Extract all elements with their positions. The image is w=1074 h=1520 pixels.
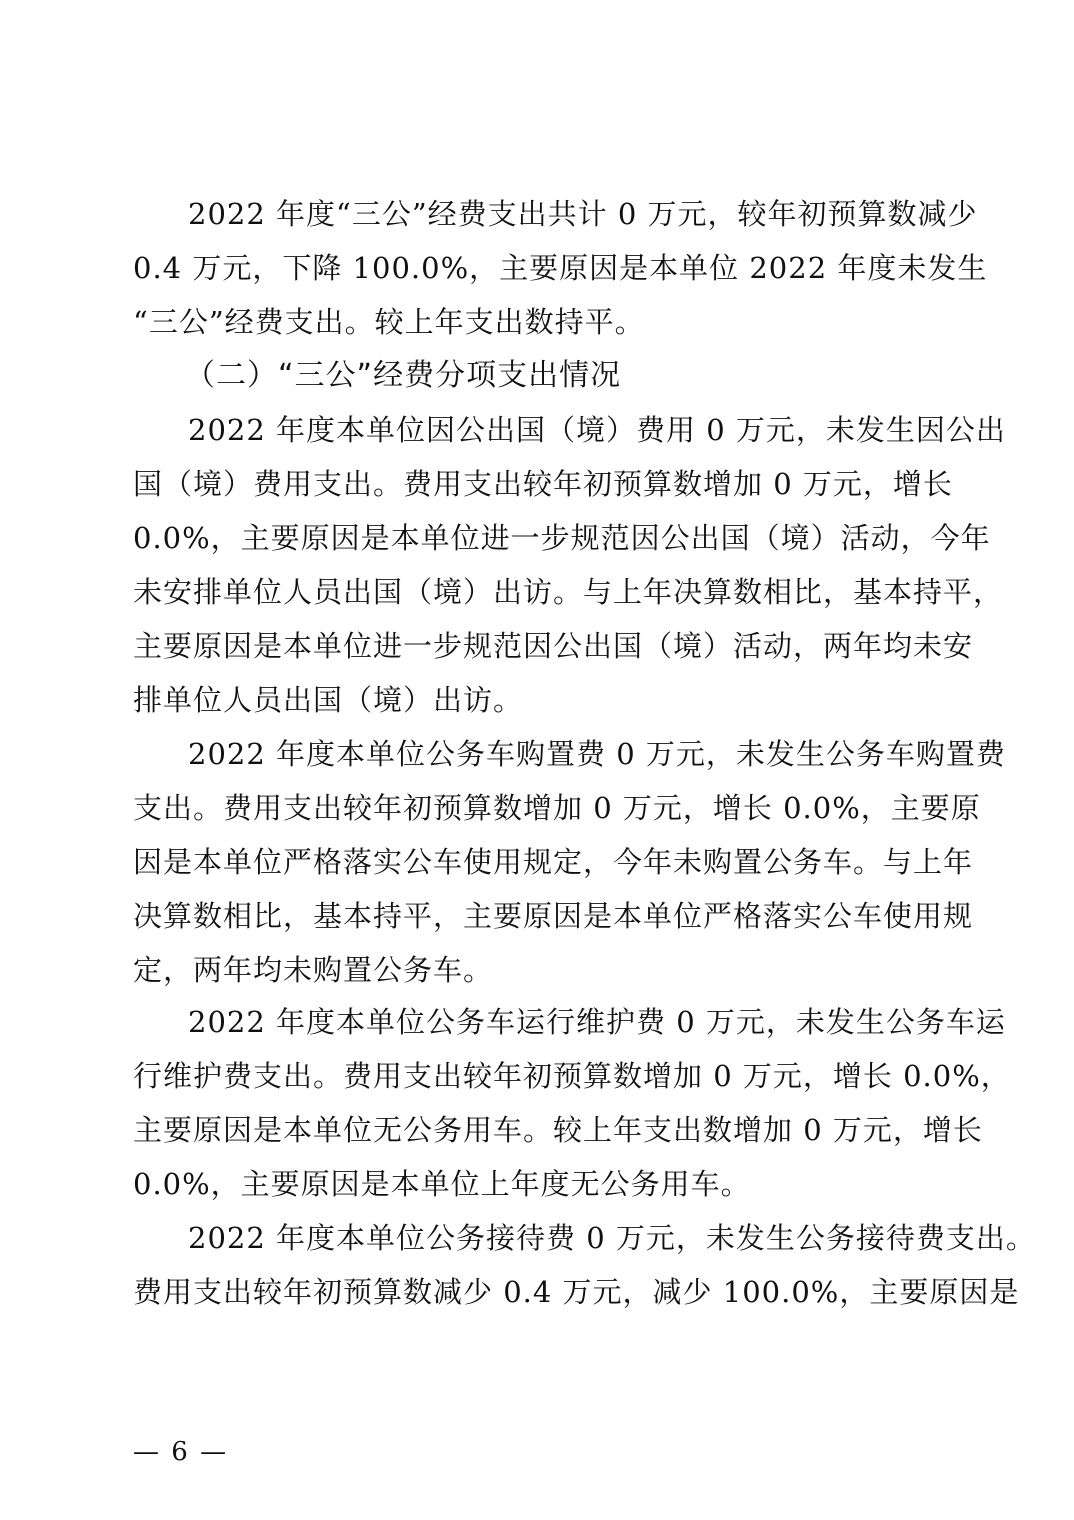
paragraph-line: 主要原因是本单位进一步规范因公出国（境）活动，两年均未安 — [133, 629, 974, 663]
section-heading: （二）“三公”经费分项支出情况 — [185, 358, 622, 393]
paragraph-line: 定，两年均未购置公务车。 — [133, 953, 494, 987]
paragraph-line: 0.0%，主要原因是本单位进一步规范因公出国（境）活动，今年 — [133, 521, 991, 555]
paragraph-line: 2022 年度“三公”经费支出共计 0 万元，较年初预算数减少 — [188, 197, 978, 231]
paragraph-line: 2022 年度本单位公务车购置费 0 万元，未发生公务车购置费 — [188, 737, 1006, 771]
paragraph-line: 2022 年度本单位公务接待费 0 万元，未发生公务接待费支出。 — [188, 1221, 1036, 1255]
paragraph-line: 费用支出较年初预算数减少 0.4 万元，减少 100.0%，主要原因是 — [133, 1275, 1020, 1309]
paragraph-line: 未安排单位人员出国（境）出访。与上年决算数相比，基本持平， — [133, 575, 1004, 609]
paragraph-line: 排单位人员出国（境）出访。 — [133, 683, 524, 717]
paragraph-line: 0.0%，主要原因是本单位上年度无公务用车。 — [133, 1167, 751, 1201]
paragraph-line: 决算数相比，基本持平，主要原因是本单位严格落实公车使用规 — [133, 899, 974, 933]
paragraph-line: 支出。费用支出较年初预算数增加 0 万元，增长 0.0%，主要原 — [133, 791, 981, 825]
paragraph-line: 0.4 万元，下降 100.0%，主要原因是本单位 2022 年度未发生 — [133, 251, 988, 285]
paragraph-line: 行维护费支出。费用支出较年初预算数增加 0 万元，增长 0.0%， — [133, 1059, 1011, 1093]
paragraph-line: 因是本单位严格落实公车使用规定，今年未购置公务车。与上年 — [133, 845, 974, 879]
paragraph-line: 2022 年度本单位因公出国（境）费用 0 万元，未发生因公出 — [188, 413, 1006, 447]
paragraph-line: 2022 年度本单位公务车运行维护费 0 万元，未发生公务车运 — [188, 1005, 1006, 1039]
page-number: — 6 — — [133, 1437, 229, 1467]
paragraph-line: 国（境）费用支出。费用支出较年初预算数增加 0 万元，增长 — [133, 467, 953, 501]
paragraph-line: “三公”经费支出。较上年支出数持平。 — [133, 305, 645, 339]
paragraph-line: 主要原因是本单位无公务用车。较上年支出数增加 0 万元，增长 — [133, 1113, 983, 1147]
